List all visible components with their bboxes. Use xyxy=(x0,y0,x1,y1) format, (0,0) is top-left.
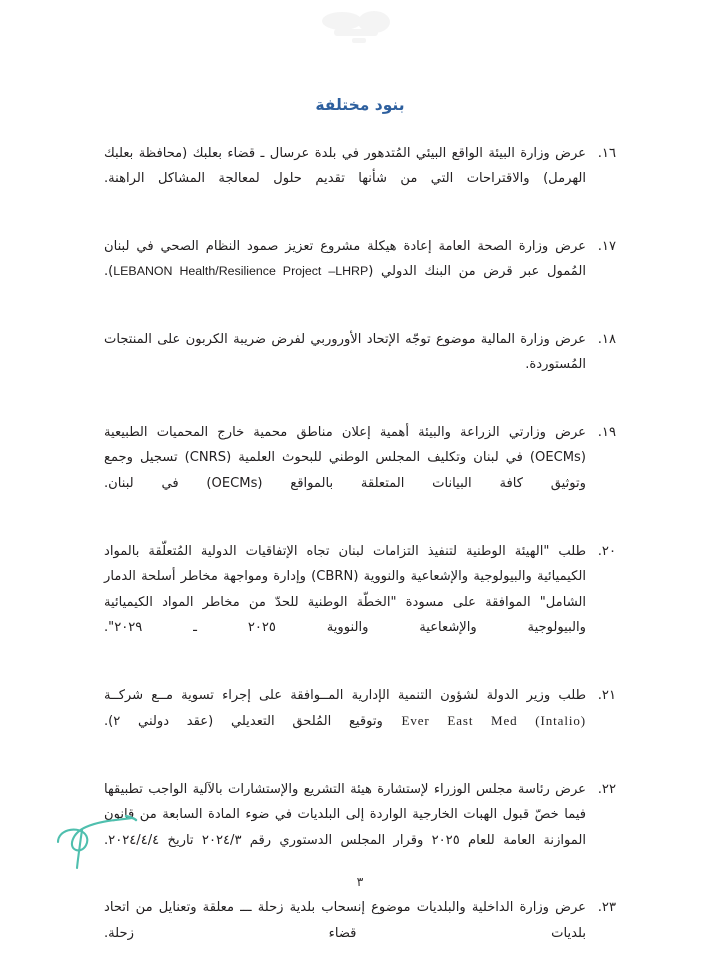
agenda-item-text xyxy=(104,141,586,218)
agenda-item-text xyxy=(104,539,586,667)
agenda-item-number: ٢٠. xyxy=(597,543,616,559)
agenda-item xyxy=(104,777,616,879)
agenda-item-text-latin: LEBANON Health/Resilience Project –LHRP xyxy=(113,264,369,279)
agenda-item-text xyxy=(104,777,586,879)
agenda-item-number: ٢٢. xyxy=(597,781,616,797)
agenda-item-text xyxy=(104,895,586,972)
page-number: ٣ xyxy=(356,874,364,889)
agenda-item xyxy=(104,420,616,522)
agenda-item-list xyxy=(104,141,616,972)
agenda-item-text-arabic: عرض وزارة الصحة العامة إعادة هيكلة مشروع تعزيز صمود النظام الصحي في لبنان المُمول عبر قرض من البنك الدولي ( xyxy=(104,238,586,280)
agenda-item-text-arabic: طلب وزير الدولة لشؤون التنمية الإدارية المــوافقة على إجراء تسوية مــع شركــة xyxy=(104,687,586,703)
agenda-item-text-arabic: طلب "الهيئة الوطنية لتنفيذ التزامات لبنان تجاه الإتفاقيات الدولية المُتعلّقة بالمواد الكيميائية والبيولوجية والإشعاعية والنووية (CBRN) وإدارة ومواجهة مخاطر أسلحة الدمار الشامل" الموافقة على مسودة "الخطّة الوطنية للحدّ من مخاطر المواد الكيميائية والبيولوجية والإشعاعية والنووية ٢٠٢٥ ـ ٢٠٢٩". xyxy=(104,543,586,636)
agenda-item xyxy=(104,234,616,311)
agenda-item-text-arabic-tail: ). xyxy=(104,264,114,280)
agenda-item-text xyxy=(104,327,586,404)
agenda-item-text xyxy=(104,683,586,761)
agenda-item-text-arabic: عرض وزارة المالية موضوع توجّه الإتحاد الأوروربي لفرض ضريبة الكربون على المنتجات المُستوردة. xyxy=(104,331,586,373)
agenda-item-number: ١٨. xyxy=(597,331,616,347)
agenda-item-number: ١٩. xyxy=(597,424,616,440)
agenda-item xyxy=(104,895,616,972)
agenda-item-text-arabic-tail: وتوقيع المُلحق التعديلي (عقد دولني ٢). xyxy=(104,714,402,730)
agenda-item-number: ١٧. xyxy=(597,238,616,254)
page-title: بنود مختلفة xyxy=(315,96,405,114)
agenda-item-text-latin: Ever East Med (Intalio) xyxy=(401,713,586,729)
agenda-item-text xyxy=(104,420,586,522)
agenda-item-text-arabic: عرض رئاسة مجلس الوزراء لإستشارة هيئة التشريع والإستشارات بالآلية الواجب تطبيقها فيما خصّ قبول الهبات الخارجية الواردة إلى البلديات في ضوء المادة السابعة من قانون الموازنة العامة للعام ٢٠٢٥ وقرار المجلس الدستوري رقم ٢٠٢٤/٣ تاريخ ٢٠٢٤/٤/٤. xyxy=(104,781,586,848)
agenda-item-text-arabic: عرض وزارتي الزراعة والبيئة أهمية إعلان مناطق محمية خارج المحميات الطبيعية (OECMs) في لبنان وتكليف المجلس الوطني للبحوث العلمية (CNRS) تسجيل وجمع وتوثيق كافة البيانات المتعلقة بالمواقع (OECMs) في لبنان. xyxy=(104,424,586,491)
agenda-item-text-arabic: عرض وزارة البيئة الواقع البيئي المُتدهور في بلدة عرسال ـ قضاء بعلبك (محافظة بعلبك الهرمل) والاقتراحات التي من شأنها تقديم حلول لمعالجة المشاكل الراهنة. xyxy=(104,145,586,187)
agenda-item-number: ١٦. xyxy=(597,145,616,161)
agenda-item-number: ٢٣. xyxy=(597,900,616,916)
agenda-item xyxy=(104,539,616,667)
agenda-item xyxy=(104,141,616,218)
agenda-item xyxy=(104,327,616,404)
agenda-item-text xyxy=(104,234,586,311)
agenda-item xyxy=(104,683,616,761)
agenda-item-text-arabic: عرض وزارة الداخلية والبلديات موضوع إنسحاب بلدية زحلة ـــ معلقة وتعنايل من اتحاد بلديات قضاء زحلة. xyxy=(104,900,586,941)
agenda-item-number: ٢١. xyxy=(597,687,616,703)
